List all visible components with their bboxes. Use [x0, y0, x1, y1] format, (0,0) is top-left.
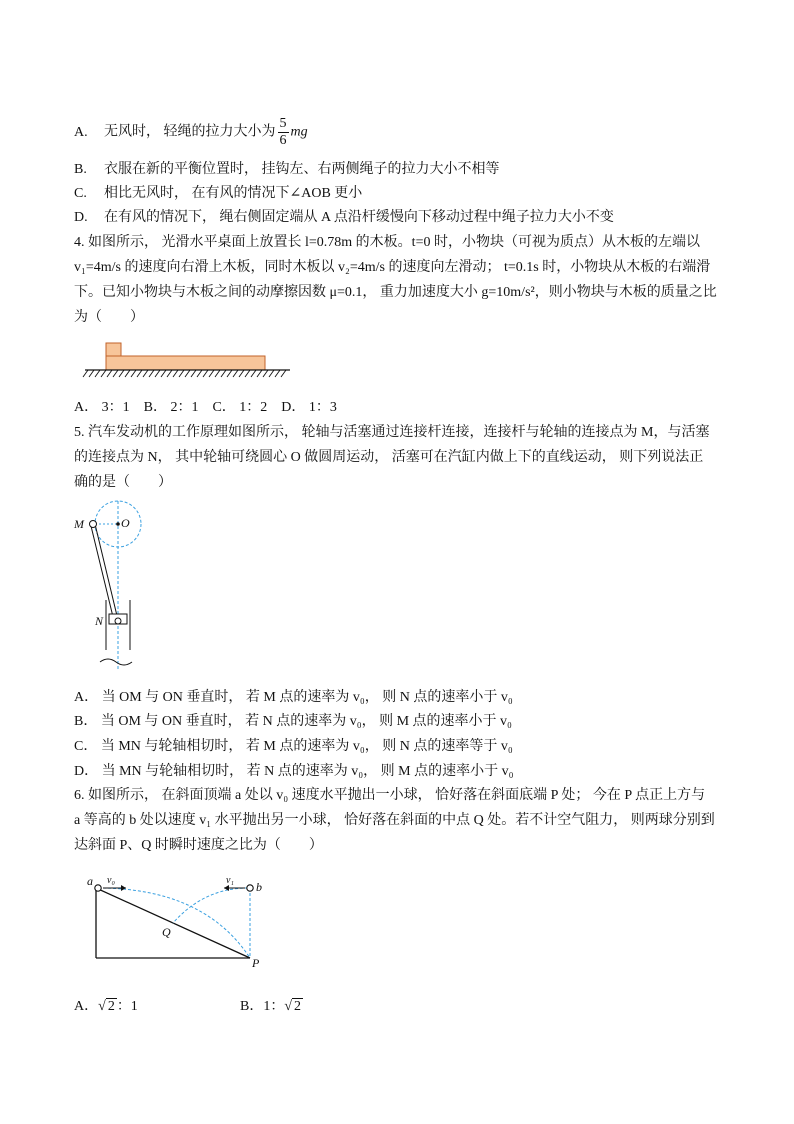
hatch-line — [263, 370, 268, 377]
option-letter: A. — [74, 124, 88, 140]
label-v0: v₀ — [107, 875, 115, 886]
sqrt-expression: √ 2 — [284, 999, 302, 1014]
hatch-line — [221, 370, 226, 377]
label-m: M — [74, 517, 84, 531]
q6-stem-line-2: a 等高的 b 处以速度 v₁ 水平抛出另一小球， 恰好落在斜面的中点 Q 处。若不计空气阻力， 则两球分别到 — [74, 813, 715, 828]
hatch-line — [119, 370, 124, 377]
hatch-line — [275, 370, 280, 377]
option-tail: mg — [290, 124, 308, 140]
q5-stem-line-1: 5. 汽车发动机的工作原理如图所示， 轮轴与活塞通过连接杆连接，连接杆与轮轴的连接点为 M，与活塞 — [74, 425, 710, 440]
hatch-line — [215, 370, 220, 377]
hatch-line — [137, 370, 142, 377]
q5-option-b: B． 当 OM 与 ON 垂直时， 若 N 点的速率为 v₀， 则 M 点的速率小于 v₀ — [74, 714, 512, 729]
option-text: 在有风的情况下， 绳右侧固定端从 A 点沿杆缓慢向下移动过程中绳子拉力大小不变 — [104, 210, 614, 225]
label-o: O — [121, 516, 130, 530]
option-pre: 1： — [263, 999, 285, 1014]
label-a: a — [87, 874, 93, 888]
fraction-numerator: 5 — [279, 116, 287, 131]
hatch-line — [185, 370, 190, 377]
q4-figure — [80, 338, 295, 384]
hatch-line — [239, 370, 244, 377]
ground-hatching — [83, 370, 286, 377]
q6-stem-line-1: 6. 如图所示， 在斜面顶端 a 处以 v₀ 速度水平抛出一小球， 恰好落在斜面底端 P 处； 今在 P 点正上方与 — [74, 788, 706, 803]
label-p: P — [252, 956, 260, 970]
hatch-line — [233, 370, 238, 377]
q6-incline-figure — [84, 868, 274, 970]
label-n: N — [95, 614, 104, 628]
hatch-line — [173, 370, 178, 377]
q5-option-a: A． 当 OM 与 ON 垂直时， 若 M 点的速率为 v₀， 则 N 点的速率小于 v₀ — [74, 690, 513, 705]
q5-stem-line-3: 确的是（ ） — [74, 475, 172, 490]
hatch-line — [197, 370, 202, 377]
connecting-rod-edge — [91, 526, 114, 621]
radicand: 2 — [107, 999, 115, 1014]
option-letter: B. — [74, 162, 87, 177]
q4-stem-line-3: 下。已知小物块与木板之间的动摩擦因数 μ=0.1， 重力加速度大小 g=10m/s²，则小物块与木板的质量之比 — [74, 285, 717, 300]
hatch-line — [101, 370, 106, 377]
option-letter: D. — [74, 210, 88, 225]
option-letter: A． — [74, 999, 99, 1014]
q5-option-d: D． 当 MN 与轮轴相切时， 若 N 点的速率为 v₀， 则 M 点的速率小于 v₀ — [74, 764, 514, 779]
q3-option-c — [74, 184, 362, 204]
hatch-line — [257, 370, 262, 377]
label-b: b — [256, 880, 262, 894]
q3-option-a — [74, 116, 308, 149]
hatch-line — [131, 370, 136, 377]
hatch-line — [209, 370, 214, 377]
hatch-line — [269, 370, 274, 377]
fraction — [278, 116, 289, 149]
wooden-board — [106, 356, 265, 370]
q3-option-d — [74, 208, 614, 228]
arrow-v0-head — [121, 885, 126, 891]
ball-a — [95, 885, 101, 891]
q5-option-c: C． 当 MN 与轮轴相切时， 若 M 点的速率为 v₀， 则 N 点的速率等于 v₀ — [74, 739, 513, 754]
option-text: 相比无风时， 在有风的情况下∠AOB 更小 — [104, 186, 363, 201]
q3-option-b — [74, 160, 500, 180]
sqrt-expression: √ 2 — [98, 999, 115, 1014]
hatch-line — [149, 370, 154, 377]
hatch-line — [143, 370, 148, 377]
q4-stem-line-1: 4. 如图所示， 光滑水平桌面上放置长 l=0.78m 的木板。t=0 时，小物块（可视为质点）从木板的左端以 — [74, 235, 700, 250]
label-q: Q — [162, 925, 171, 939]
hatch-line — [167, 370, 172, 377]
q6-option-a — [74, 997, 138, 1017]
q4-stem-line-4: 为（ ） — [74, 310, 144, 325]
q4-stem-line-2: v₁=4m/s 的速度向右滑上木板，同时木板以 v₂=4m/s 的速度向左滑动； t=0.1s 时，小物块从木板的右端滑 — [74, 260, 711, 275]
hatch-line — [113, 370, 118, 377]
hatch-line — [281, 370, 286, 377]
small-block — [106, 343, 121, 356]
hatch-line — [83, 370, 88, 377]
hatch-line — [251, 370, 256, 377]
hatch-line — [227, 370, 232, 377]
q4-options: A． 3：1 B． 2：1 C． 1：2 D． 1：3 — [74, 400, 337, 415]
q6-option-b — [240, 997, 303, 1017]
option-text: 无风时， 轻绳的拉力大小为 — [104, 124, 276, 140]
option-letter: C. — [74, 186, 87, 201]
cylinder-break — [100, 659, 132, 665]
point-n — [115, 618, 121, 624]
point-m — [90, 521, 97, 528]
q6-stem-line-3: 达斜面 P、Q 时瞬时速度之比为（ ） — [74, 838, 323, 853]
hatch-line — [155, 370, 160, 377]
hatch-line — [191, 370, 196, 377]
hatch-line — [161, 370, 166, 377]
fraction-denominator: 6 — [279, 133, 287, 148]
point-o — [116, 522, 120, 526]
hatch-line — [89, 370, 94, 377]
hatch-line — [95, 370, 100, 377]
trajectory-b — [173, 888, 248, 923]
hatch-line — [203, 370, 208, 377]
option-text: 衣服在新的平衡位置时， 挂钩左、右两侧绳子的拉力大小不相等 — [104, 162, 500, 177]
q5-engine-figure — [70, 500, 160, 675]
radicand: 2 — [294, 999, 302, 1014]
hatch-line — [179, 370, 184, 377]
option-letter: B． — [240, 999, 264, 1014]
ball-b — [247, 885, 253, 891]
hatch-line — [107, 370, 112, 377]
label-v1: v₁ — [226, 875, 234, 886]
hatch-line — [125, 370, 130, 377]
option-tail: ：1 — [116, 999, 138, 1014]
hatch-line — [245, 370, 250, 377]
q5-stem-line-2: 的连接点为 N， 其中轮轴可绕圆心 O 做圆周运动， 活塞可在汽缸内做上下的直线运动， 则下列说法正 — [74, 450, 704, 465]
